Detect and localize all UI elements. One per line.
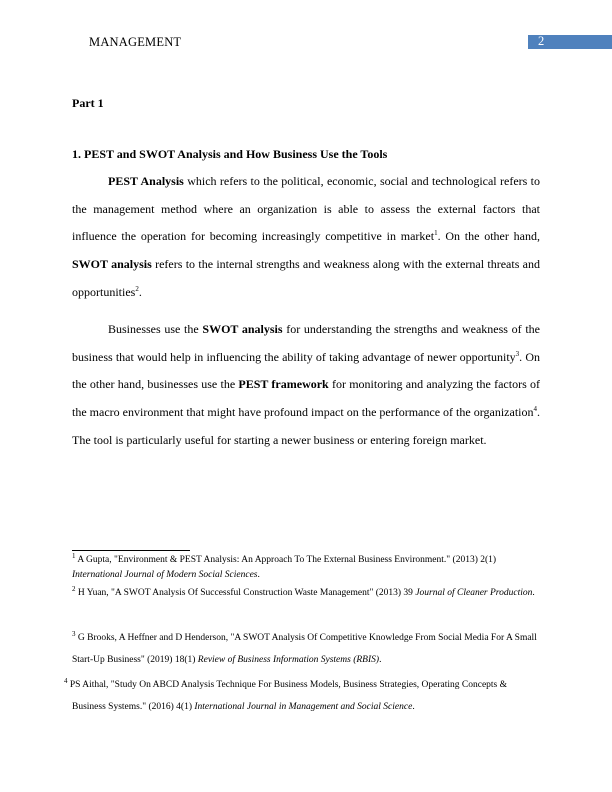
footnote-text: PS Aithal, "Study On ABCD Analysis Technique For Business Models, Business Strategies, Operating Concepts & Business Systems." (2016) 4(1) bbox=[67, 680, 508, 712]
footnote-text: H Yuan, "A SWOT Analysis Of Successful Construction Waste Management" (2013) 39 bbox=[75, 588, 416, 598]
page-number: 2 bbox=[538, 34, 545, 48]
footnote-end: . bbox=[412, 702, 415, 712]
footnote-journal: Journal of Cleaner Production bbox=[415, 588, 533, 598]
paragraph-business-use bbox=[72, 316, 540, 455]
paragraph-text: which refers to the political, economic, social and technological refers to the management method where an organization is able to assess the external factors that influence the operation for becoming increasingly competitive in market bbox=[72, 174, 540, 244]
footnote-reference[interactable]: 2 bbox=[135, 284, 139, 293]
page-number-bar bbox=[528, 35, 612, 49]
paragraph-text: for understanding the strengths and weakness of the business that would help in influencing the ability of taking advantage of newer opportunity bbox=[72, 322, 540, 364]
paragraph-text: refers to the internal strengths and weakness along with the external threats and opportunities bbox=[72, 257, 540, 299]
section-heading: 1. PEST and SWOT Analysis and How Business Use the Tools bbox=[72, 147, 388, 161]
paragraph-text: . On the other hand, businesses use the bbox=[72, 349, 540, 392]
paragraph-text: Businesses use the bbox=[108, 322, 203, 336]
footnote-end: . bbox=[257, 569, 260, 580]
footnote-mark: 2 bbox=[72, 584, 76, 593]
footnote-reference[interactable]: 3 bbox=[515, 349, 520, 358]
paragraph-text: for monitoring and analyzing the factors of the macro environment that might have profound impact on the performance of the organization bbox=[72, 377, 540, 420]
term-swot-analysis: SWOT analysis bbox=[72, 257, 152, 272]
paragraph-text: . The tool is particularly useful for starting a newer business or entering foreign market. bbox=[72, 405, 540, 447]
term-pest-framework: PEST framework bbox=[238, 377, 329, 392]
footnote-mark: 4 bbox=[64, 676, 68, 685]
term-pest-analysis: PEST Analysis bbox=[108, 174, 184, 188]
footnote-3 bbox=[72, 627, 542, 671]
footnote-separator bbox=[72, 550, 190, 551]
paragraph-text: . bbox=[138, 284, 142, 299]
footnote-end: . bbox=[379, 655, 382, 665]
footnote-4 bbox=[64, 674, 542, 718]
running-header-title: MANAGEMENT bbox=[89, 35, 182, 49]
footnote-text: A Gupta, "Environment & PEST Analysis: An Approach To The External Business Environment." (2013) 2(1) bbox=[75, 555, 497, 565]
footnote-journal: Review of Business Information Systems (RBIS) bbox=[197, 655, 380, 665]
footnote-2 bbox=[72, 584, 542, 599]
footnote-mark: 3 bbox=[72, 629, 76, 638]
footnote-reference[interactable]: 1 bbox=[434, 229, 438, 238]
term-swot-analysis: SWOT analysis bbox=[202, 322, 283, 336]
footnote-journal: International Journal of Modern Social Sciences bbox=[72, 569, 258, 580]
footnote-text: G Brooks, A Heffner and D Henderson, "A SWOT Analysis Of Competitive Knowledge From Social Media For A Small Start-Up Business" (2019) 18(1) bbox=[72, 633, 537, 665]
footnote-mark: 1 bbox=[72, 551, 76, 560]
footnote-reference[interactable]: 4 bbox=[533, 405, 537, 414]
footnote-1 bbox=[72, 553, 542, 582]
footnote-journal: International Journal in Management and Social Science bbox=[194, 702, 413, 712]
footnote-end: . bbox=[532, 588, 535, 598]
paragraph-pest-swot-definition bbox=[72, 168, 540, 307]
section-title: Part 1 bbox=[72, 96, 104, 110]
paragraph-text: . On the other hand, bbox=[437, 229, 540, 244]
